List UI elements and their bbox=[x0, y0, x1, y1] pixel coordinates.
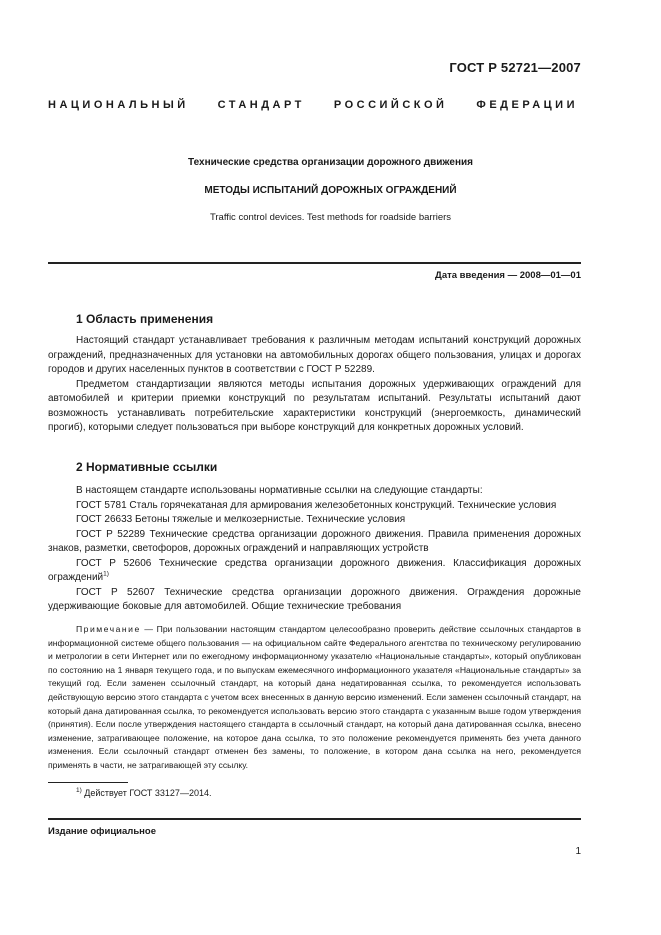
document-title: МЕТОДЫ ИСПЫТАНИЙ ДОРОЖНЫХ ОГРАЖДЕНИЙ bbox=[204, 185, 457, 196]
normative-reference: ГОСТ Р 52607 Технические средства организации дорожного движения. Ограждения дорожные удерживающие боковые для автомобилей. Общие технические требования bbox=[48, 586, 581, 612]
effective-date: Дата введения — 2008—01—01 bbox=[435, 270, 581, 281]
section-2-body bbox=[48, 484, 581, 615]
normative-reference: ГОСТ 26633 Бетоны тяжелые и мелкозернистые. Технические условия bbox=[76, 514, 406, 525]
section-1-heading: 1 Область применения bbox=[76, 312, 214, 326]
bottom-divider bbox=[48, 818, 581, 820]
section-2-intro: В настоящем стандарте использованы нормативные ссылки на следующие стандарты: bbox=[76, 485, 483, 496]
footnote-marker: 1) bbox=[103, 570, 109, 578]
document-title-english: Traffic control devices. Test methods for roadside barriers bbox=[209, 212, 452, 223]
document-subtitle: Технические средства организации дорожного движения bbox=[188, 157, 473, 168]
section-2-heading: 2 Нормативные ссылки bbox=[76, 460, 218, 474]
normative-reference bbox=[48, 557, 581, 586]
normative-reference: ГОСТ Р 52289 Технические средства организации дорожного движения. Правила применения дорожных знаков, разметки, светофоров, дорожных ограждений и направляющих устройств bbox=[48, 528, 581, 554]
footnote-text: Действует ГОСТ 33127—2014. bbox=[81, 788, 212, 798]
note-text: — При пользовании настоящим стандартом целесообразно проверить действие ссылочных стандартов в информационной системе общего пользования — на официальном сайте Федерального агентства по техническому регулированию и метрологии в сети Интернет или по ежегодному информационному указателю «Национальные стандарты», который опубликован по состоянию на 1 января текущего года, и по выпускам ежемесячного информационного указателя «Национальные стандарты» за текущий год. Если заменен ссылочный стандарт, на который дана недатированная ссылка, то рекомендуется использовать действующую версию этого стандарта с учетом всех внесенных в данную версию изменений. Если заменен ссылочный стандарт, на который дана датированная ссылка, то рекомендуется использовать версию этого стандарта с указанным выше годом утверждения (принятия). Если после утверждения настоящего стандарта в ссылочный стандарт, на который дана датированная ссылка, внесено изменение, затрагивающее положение, на которое дана ссылка, то это положение рекомендуется применять без учета данного изменения. Если ссылочный стандарт отменен без замены, то положение, в котором дана ссылка на него, рекомендуется применять в части, не затрагивающей эту ссылку. bbox=[48, 624, 581, 770]
note-label: Примечание bbox=[76, 624, 141, 634]
section-1-paragraph: Предметом стандартизации являются методы испытания дорожных удерживающих ограждений для автомобилей и критерии приемки конструкций по результатам испытаний. Результаты испытаний дают возможность устанавливать потребительские характеристики конструкций (энергоемкость, динамический прогиб), которыми следует пользоваться при выборе конструкций для конкретных дорожных условий. bbox=[48, 378, 581, 433]
footnote-mark: 1) bbox=[76, 787, 82, 794]
page-number: 1 bbox=[575, 846, 581, 857]
national-standard-banner: НАЦИОНАЛЬНЫЙ СТАНДАРТ РОССИЙСКОЙ ФЕДЕРАЦИИ bbox=[48, 99, 578, 111]
section-1-paragraph: Настоящий стандарт устанавливает требования к различным методам испытаний конструкций дорожных ограждений, предназначенных для установки на автомобильных дорогах общего пользования, улицах и дорогах городов и других населенных пунктов в соответствии с ГОСТ Р 52289. bbox=[48, 335, 581, 375]
footnote-separator bbox=[48, 782, 128, 783]
footnote bbox=[76, 788, 211, 798]
note-block bbox=[48, 623, 581, 773]
top-divider bbox=[48, 262, 581, 264]
normative-reference-text: ГОСТ Р 52606 Технические средства организации дорожного движения. Классификация дорожных ограждений bbox=[48, 557, 581, 583]
note-paragraph bbox=[48, 623, 581, 773]
section-1-body bbox=[48, 334, 581, 436]
edition-label: Издание официальное bbox=[48, 826, 156, 837]
normative-reference: ГОСТ 5781 Сталь горячекатаная для армирования железобетонных конструкций. Технические условия bbox=[76, 499, 557, 511]
document-code: ГОСТ Р 52721—2007 bbox=[449, 60, 581, 75]
